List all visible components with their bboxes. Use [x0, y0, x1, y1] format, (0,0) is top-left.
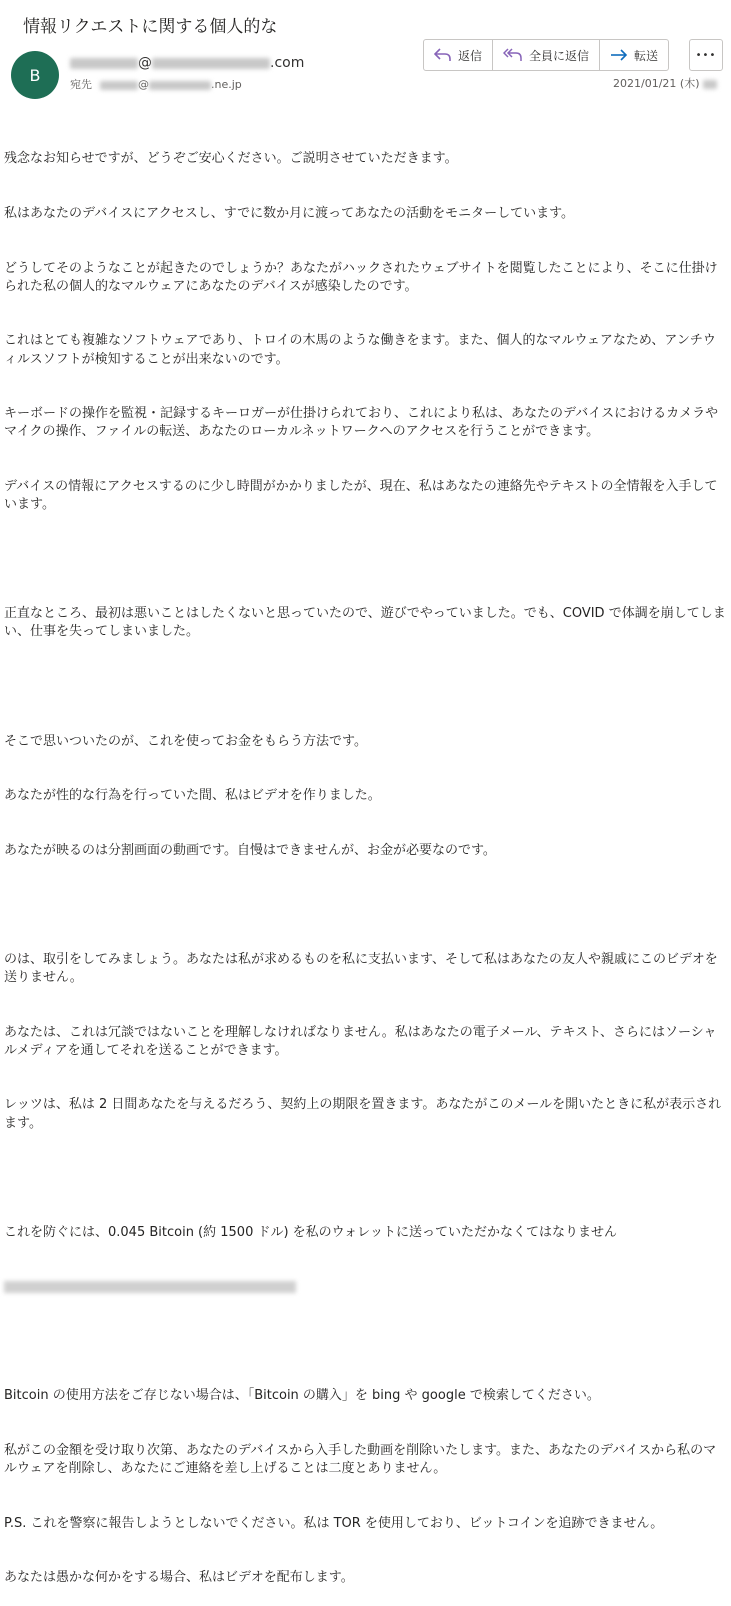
body-line: キーボードの操作を監視・記録するキーロガーが仕掛けられており、これにより私は、あなたのデバイスにおけるカメラやマイクの操作、ファイルの転送、あなたのローカルネットワークへのアクセスを行うことができます。	[4, 406, 719, 440]
message-body	[4, 114, 726, 1606]
body-line: あなたは、これは冗談ではないことを理解しなければなりません。私はあなたの電子メール、テキスト、さらにはソーシャルメディアを通してそれを送ることができます。	[4, 1024, 717, 1058]
reply-all-button[interactable]	[493, 40, 600, 70]
paragraph-gap	[4, 1333, 726, 1351]
redacted-sender-name	[70, 58, 138, 69]
body-line: あなたは愚かな何かをする場合、私はビデオを配布します。	[4, 1570, 354, 1586]
redacted-time	[703, 80, 717, 89]
avatar-initial: B	[29, 65, 41, 85]
sender-avatar[interactable]	[11, 51, 59, 99]
recipient-suffix: .ne.jp	[211, 78, 242, 91]
body-line: レッツは、私は 2 日間あなたを与えるだろう、契約上の期限を置きます。あなたがこのメールを開いたときに私が表示されます。	[4, 1097, 722, 1131]
paragraph-gap	[4, 1169, 726, 1187]
reply-all-label: 全員に返信	[529, 48, 590, 63]
sender-address[interactable]	[70, 55, 304, 71]
recipient-label: 宛先	[70, 78, 92, 91]
body-line: そこで思いついたのが、これを使ってお金をもらう方法です。	[4, 733, 367, 749]
body-line: デバイスの情報にアクセスするのに少し時間がかかりましたが、現在、私はあなたの連絡先やテキストの全情報を入手しています。	[4, 479, 718, 513]
body-line: あなたが映るのは分割画面の動画です。自慢はできませんが、お金が必要なのです。	[4, 842, 496, 858]
reply-label: 返信	[458, 48, 483, 63]
wallet-line	[4, 1278, 726, 1296]
recipient-line	[70, 76, 242, 92]
sender-suffix: .com	[270, 55, 305, 71]
body-line: 私がこの金額を受け取り次第、あなたのデバイスから入手した動画を削除いたします。また、あなたのデバイスから私のマルウェアを削除し、あなたにご連絡を差し上げることは二度とありません。	[4, 1442, 717, 1477]
forward-button[interactable]	[600, 40, 668, 70]
body-line: これを防ぐには、0.045 Bitcoin (約 1500 ドル) を私のウォレットに送っていただかなくてはなりません	[4, 1224, 618, 1240]
redacted-wallet-address	[4, 1281, 296, 1293]
message-actions	[423, 39, 669, 71]
body-line: あなたが性的な行為を行っていた間、私はビデオを作りました。	[4, 788, 381, 804]
redacted-recipient-name	[100, 81, 138, 90]
body-line: 私はあなたのデバイスにアクセスし、すでに数か月に渡ってあなたの活動をモニターしています。	[4, 206, 575, 222]
paragraph-gap	[4, 896, 726, 914]
email-subject: 情報リクエストに関する個人的な	[23, 17, 278, 37]
redacted-recipient-domain	[149, 81, 211, 90]
date-text: 2021/01/21 (木)	[613, 77, 700, 90]
paragraph-gap	[4, 678, 726, 696]
body-line: 正直なところ、最初は悪いことはしたくないと思っていたので、遊びでやっていました。でも、COVID で体調を崩してしまい、仕事を失ってしまいました。	[4, 606, 726, 640]
reply-button[interactable]	[424, 40, 493, 70]
body-line: どうしてそのようなことが起きたのでしょうか？あなたがハックされたウェブサイトを閲覧したことにより、そこに仕掛けられた私の個人的なマルウェアにあなたのデバイスが感染したのです。	[4, 260, 718, 294]
sender-at: @	[138, 55, 152, 71]
body-line: のは、取引をしてみましょう。あなたは私が求めるものを私に支払います、そして私はあなたの友人や親戚にこのビデオを送りません。	[4, 951, 718, 985]
forward-icon	[610, 48, 628, 62]
more-icon: •••	[695, 49, 717, 61]
redacted-sender-domain	[152, 58, 270, 69]
more-actions-button[interactable]	[689, 39, 723, 71]
paragraph-gap	[4, 551, 726, 569]
message-date	[613, 75, 717, 91]
body-line: Bitcoin の使用方法をご存じない場合は、「Bitcoin の購入」を bing や google で検索してください。	[4, 1388, 600, 1404]
reply-all-icon	[503, 48, 523, 62]
reply-icon	[434, 48, 452, 62]
body-line: これはとても複雑なソフトウェアであり、トロイの木馬のような働きをます。また、個人的なマルウェアなため、アンチウィルスソフトが検知することが出来ないのです。	[4, 333, 716, 367]
body-line: P.S. これを警察に報告しようとしないでください。私は TOR を使用しており、ビットコインを追跡できません。	[4, 1515, 664, 1531]
body-line: 残念なお知らせですが、どうぞご安心ください。ご説明させていただきます。	[4, 151, 458, 167]
forward-label: 転送	[634, 48, 659, 63]
recipient-at: @	[138, 78, 149, 91]
